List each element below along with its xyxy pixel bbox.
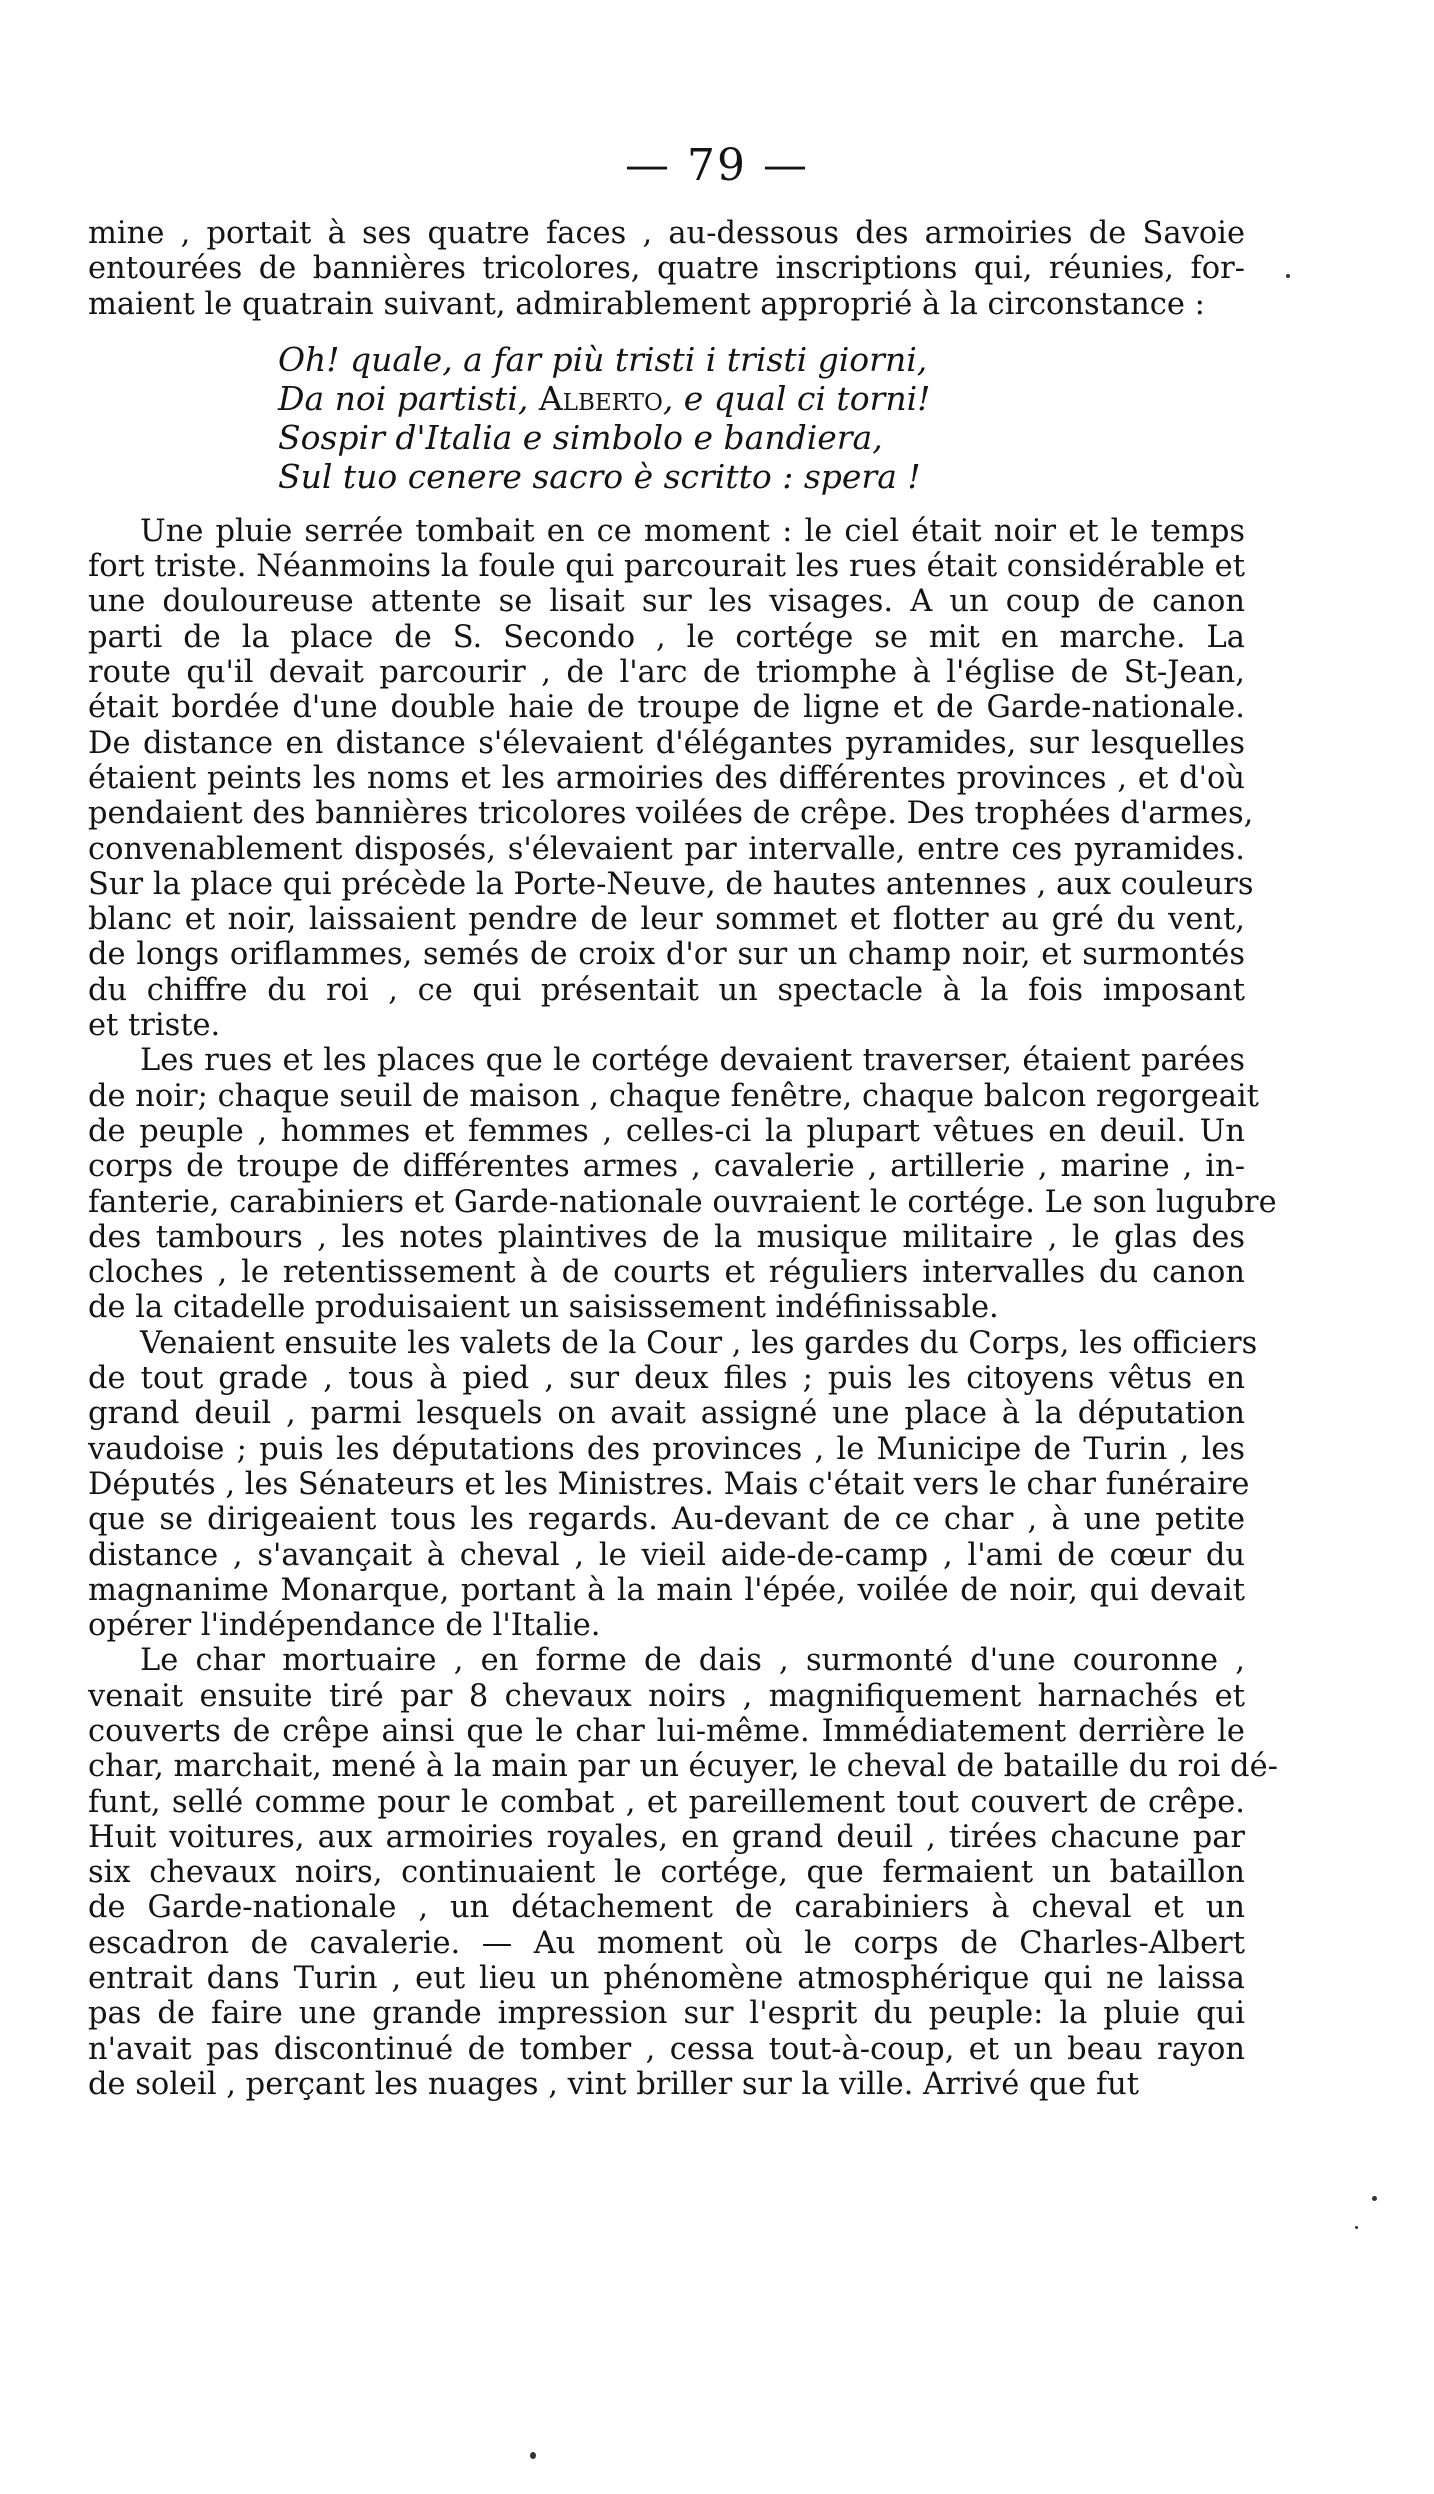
text-line: fort triste. Néanmoins la foule qui parcourait les rues était considérable et [88, 549, 1245, 585]
text-line: vaudoise ; puis les députations des provinces , le Municipe de Turin , les [88, 1431, 1245, 1467]
text-line: venait ensuite tiré par 8 chevaux noirs , magnifiquement harnachés et [88, 1678, 1245, 1714]
ink-speck [1372, 2196, 1377, 2201]
ink-speck [1355, 2226, 1358, 2229]
text-line: de tout grade , tous à pied , sur deux files ; puis les citoyens vêtus en [88, 1361, 1245, 1397]
text-line: des tambours , les notes plaintives de la musique militaire , le glas des [88, 1219, 1245, 1255]
text-line: maient le quatrain suivant, admirablement approprié à la circonstance : [88, 286, 1205, 322]
text-line: fanterie, carabiniers et Garde-nationale ouvraient le cortége. Le son lugubre [88, 1184, 1277, 1220]
text-line: de noir; chaque seuil de maison , chaque fenêtre, chaque balcon regorgeait [88, 1078, 1259, 1114]
text-line: Députés , les Sénateurs et les Ministres. Mais c'était vers le char funéraire [88, 1466, 1250, 1502]
text-line: n'avait pas discontinué de tomber , cessa tout-à-coup, et un beau rayon [88, 2031, 1245, 2067]
text-line: couverts de crêpe ainsi que le char lui-même. Immédiatement derrière le [88, 1713, 1245, 1749]
text-line: mine , portait à ses quatre faces , au-dessous des armoiries de Savoie [88, 216, 1245, 251]
text-line: était bordée d'une double haie de troupe de ligne et de Garde-nationale. [88, 690, 1245, 726]
text-line: convenablement disposés, s'élevaient par intervalle, entre ces pyramides. [88, 831, 1245, 867]
text-line: De distance en distance s'élevaient d'élégantes pyramides, sur lesquelles [88, 725, 1245, 761]
text-line: Venaient ensuite les valets de la Cour , les gardes du Corps, les officiers [140, 1325, 1258, 1361]
text-line: Le char mortuaire , en forme de dais , surmonté d'une couronne , [140, 1643, 1245, 1679]
text-line: Une pluie serrée tombait en ce moment : le ciel était noir et le temps [140, 513, 1245, 549]
text-line: parti de la place de S. Secondo , le cortége se mit en marche. La [88, 619, 1245, 655]
text-line: et triste. [88, 1008, 221, 1044]
verse-line: Oh! quale, a far più tristi i tristi giorni, [278, 339, 928, 379]
page-number: — 79 — [625, 140, 809, 191]
paragraphs [88, 513, 1278, 2102]
text-line: Les rues et les places que le cortége devaient traverser, étaient parées [140, 1043, 1245, 1079]
text-line: étaient peints les noms et les armoiries des différentes provinces , et d'où [88, 760, 1245, 796]
text-line: blanc et noir, laissaient pendre de leur sommet et flotter au gré du vent, [88, 902, 1245, 938]
text-line: que se dirigeaient tous les regards. Au-devant de ce char , à une petite [88, 1502, 1245, 1538]
text-line: magnanime Monarque, portant à la main l'épée, voilée de noir, qui devait [88, 1572, 1245, 1608]
paragraph [88, 1043, 1277, 1326]
text-line: entrait dans Turin , eut lieu un phénomène atmosphérique qui ne laissa [88, 1961, 1245, 1997]
text-line: distance , s'avançait à cheval , le vieil aide-de-camp , l'ami de cœur du [88, 1537, 1245, 1573]
italian-quatrain [88, 340, 1245, 496]
verse-line: Da noi partisti, Alberto, e qual ci torni! [278, 378, 931, 418]
text-line: route qu'il devait parcourir , de l'arc de triomphe à l'église de St-Jean, [88, 655, 1245, 691]
body-text [88, 216, 1278, 2102]
text-line: de soleil , perçant les nuages , vint briller sur la ville. Arrivé que fut [88, 2066, 1140, 2102]
text-line: du chiffre du roi , ce qui présentait un spectacle à la fois imposant [88, 972, 1245, 1008]
text-line: six chevaux noirs, continuaient le cortége, que fermaient un bataillon [88, 1855, 1245, 1891]
verse-line: Sul tuo cenere sacro è scritto : spera ! [278, 456, 921, 496]
text-line: opérer l'indépendance de l'Italie. [88, 1608, 601, 1644]
text-line: char, marchait, mené à la main par un écuyer, le cheval de bataille du roi dé- [88, 1749, 1278, 1785]
name-alberto: Alberto [538, 378, 663, 418]
intro-paragraph [88, 216, 1245, 322]
text-line: funt, sellé comme pour le combat , et pareillement tout couvert de crêpe. [88, 1784, 1245, 1820]
text-line: corps de troupe de différentes armes , cavalerie , artillerie , marine , in- [88, 1149, 1245, 1185]
paragraph [88, 1325, 1258, 1644]
text-line: entourées de bannières tricolores, quatre inscriptions qui, réunies, for- [88, 251, 1245, 287]
text-line: de longs oriflammes, semés de croix d'or sur un champ noir, et surmontés [88, 937, 1245, 973]
text-line: de la citadelle produisaient un saisissement indéfinissable. [88, 1290, 999, 1326]
text-line: de peuple , hommes et femmes , celles-ci la plupart vêtues en deuil. Un [88, 1113, 1245, 1149]
text-line: Huit voitures, aux armoiries royales, en grand deuil , tirées chacune par [88, 1819, 1245, 1855]
paragraph [88, 1643, 1278, 2102]
text-line: Sur la place qui précède la Porte-Neuve, de hautes antennes , aux couleurs [88, 866, 1254, 902]
text-line: pas de faire une grande impression sur l'esprit du peuple: la pluie qui [88, 1996, 1245, 2032]
paragraph [88, 513, 1254, 1044]
verse-line: Sospir d'Italia e simbolo e bandiera, [278, 417, 883, 457]
text-line: grand deuil , parmi lesquels on avait assigné une place à la députation [88, 1396, 1245, 1432]
text-line: escadron de cavalerie. — Au moment où le corps de Charles-Albert [88, 1925, 1245, 1961]
ink-speck [1286, 274, 1290, 278]
text-line: cloches , le retentissement à de courts et réguliers intervalles du canon [88, 1255, 1245, 1291]
text-line: pendaient des bannières tricolores voilées de crêpe. Des trophées d'armes, [88, 796, 1254, 832]
ink-speck [530, 2452, 536, 2459]
text-line: de Garde-nationale , un détachement de carabiniers à cheval et un [88, 1890, 1245, 1926]
text-line: une douloureuse attente se lisait sur les visages. A un coup de canon [88, 584, 1245, 620]
